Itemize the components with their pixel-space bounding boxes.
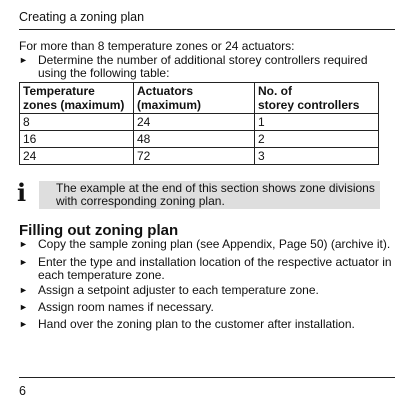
table-cell: 1 (255, 114, 379, 131)
table-cell: 48 (134, 131, 255, 148)
instruction-text: Determine the number of additional storey controllers required using the following table: (38, 53, 368, 80)
footer-divider (19, 377, 395, 378)
section-heading: Filling out zoning plan (19, 222, 179, 239)
storey-controller-table (19, 82, 379, 165)
bullet-arrow-icon: ► (19, 257, 28, 267)
table-header-row (20, 83, 379, 114)
table-cell: 72 (134, 148, 255, 165)
table-row (20, 131, 379, 148)
bullet-arrow-icon: ► (19, 285, 28, 295)
bullet-arrow-icon: ► (19, 239, 28, 249)
column-header-controllers: No. of storey controllers (255, 83, 379, 114)
step-text: Copy the sample zoning plan (see Appendix, Page 50) (archive it). (38, 237, 391, 251)
step-text: Assign room names if necessary. (38, 300, 214, 314)
intro-text: For more than 8 temperature zones or 24 actuators: (19, 39, 295, 53)
info-note (17, 178, 380, 209)
bullet-arrow-icon: ► (19, 319, 28, 329)
info-icon: i (17, 178, 27, 207)
page-number: 6 (19, 384, 26, 398)
column-header-zones: Temperature zones (maximum) (20, 83, 134, 114)
table-cell: 3 (255, 148, 379, 165)
table-cell: 8 (20, 114, 134, 131)
table-row (20, 148, 379, 165)
bullet-arrow-icon: ► (19, 55, 28, 65)
step-text: Hand over the zoning plan to the customer after installation. (38, 317, 355, 331)
table-cell: 2 (255, 131, 379, 148)
bullet-arrow-icon: ► (19, 302, 28, 312)
table-cell: 24 (20, 148, 134, 165)
step-text: Enter the type and installation location of the respective actuator in each temperature zone. (38, 255, 392, 282)
header-divider (19, 29, 395, 30)
column-header-actuators: Actuators (maximum) (134, 83, 255, 114)
note-text: The example at the end of this section shows zone divisions with corresponding zoning plan. (56, 181, 375, 208)
table-cell: 16 (20, 131, 134, 148)
step-text: Assign a setpoint adjuster to each temperature zone. (38, 283, 319, 297)
table-cell: 24 (134, 114, 255, 131)
table-row (20, 114, 379, 131)
running-header: Creating a zoning plan (19, 10, 145, 24)
